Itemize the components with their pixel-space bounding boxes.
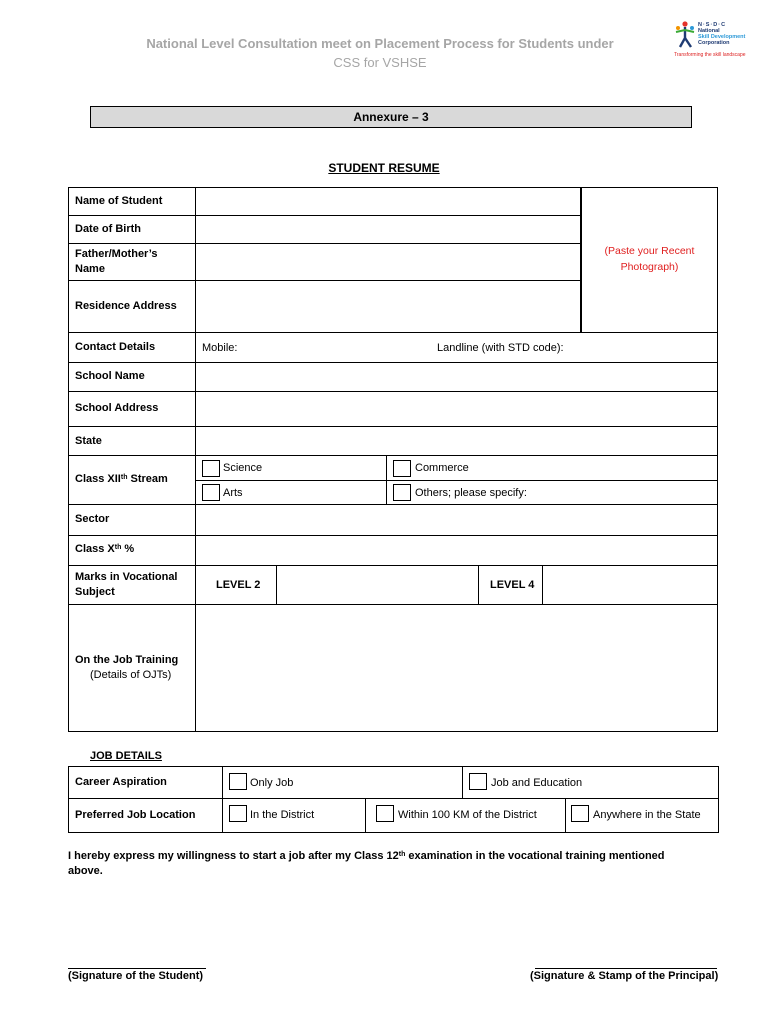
state-label: State bbox=[75, 435, 102, 447]
class-x-label: Class Xth % bbox=[75, 543, 135, 555]
sector-field[interactable] bbox=[196, 505, 717, 535]
science-option-label: Science bbox=[223, 462, 263, 474]
name-field[interactable] bbox=[196, 188, 580, 215]
state-field[interactable] bbox=[196, 427, 717, 455]
class-x-field[interactable] bbox=[196, 536, 717, 565]
in-district-checkbox[interactable] bbox=[229, 805, 247, 822]
name-label: Name of Student bbox=[75, 195, 163, 207]
level-2-label: LEVEL 2 bbox=[216, 579, 261, 591]
only-job-label: Only Job bbox=[250, 777, 294, 789]
others-option-label: Others; please specify: bbox=[415, 487, 527, 499]
address-label: Residence Address bbox=[75, 300, 177, 312]
ojt-field[interactable] bbox=[196, 605, 717, 731]
job-and-education-checkbox[interactable] bbox=[469, 773, 487, 790]
ojt-label: On the Job Training bbox=[75, 654, 179, 666]
dob-label: Date of Birth bbox=[75, 223, 141, 235]
anywhere-in-state-checkbox[interactable] bbox=[571, 805, 589, 822]
school-name-label: School Name bbox=[75, 370, 145, 382]
landline-label: Landline (with STD code): bbox=[437, 342, 564, 354]
header-line-2: CSS for VSHSE bbox=[333, 55, 427, 70]
parent-name-label: Father/Mother’s Name bbox=[75, 248, 158, 275]
commerce-checkbox[interactable] bbox=[393, 460, 411, 477]
only-job-checkbox[interactable] bbox=[229, 773, 247, 790]
logo-text: N·S·D·C National Skill Development Corporation bbox=[698, 22, 746, 46]
school-name-field[interactable] bbox=[196, 363, 717, 391]
principal-signature-label: (Signature & Stamp of the Principal) bbox=[530, 970, 719, 982]
form-title: STUDENT RESUME bbox=[328, 161, 440, 175]
nsdc-figure-icon bbox=[672, 20, 698, 50]
in-district-label: In the District bbox=[250, 809, 315, 821]
header-line-1: National Level Consultation meet on Placement Process for Students under bbox=[146, 36, 614, 51]
marks-label: Marks in Vocational Subject bbox=[75, 571, 178, 598]
arts-option-label: Arts bbox=[223, 487, 243, 499]
document-header bbox=[100, 34, 660, 72]
stream-label: Class XIIth Stream bbox=[75, 473, 168, 485]
school-address-label: School Address bbox=[75, 402, 159, 414]
level-4-label: LEVEL 4 bbox=[490, 579, 535, 591]
annexure-banner: Annexure – 3 bbox=[90, 106, 692, 128]
job-details-heading: JOB DETAILS bbox=[90, 750, 162, 762]
logo-tagline: Transforming the skill landscape bbox=[674, 52, 746, 58]
nsdc-logo bbox=[672, 20, 752, 60]
others-checkbox[interactable] bbox=[393, 484, 411, 501]
job-and-education-label: Job and Education bbox=[491, 777, 583, 789]
commerce-option-label: Commerce bbox=[415, 462, 469, 474]
photo-placeholder[interactable]: (Paste your Recent Photograph) bbox=[604, 245, 695, 273]
sector-label: Sector bbox=[75, 513, 110, 525]
preferred-location-label: Preferred Job Location bbox=[75, 809, 196, 821]
anywhere-in-state-label: Anywhere in the State bbox=[593, 809, 701, 821]
science-checkbox[interactable] bbox=[202, 460, 220, 477]
mobile-label: Mobile: bbox=[202, 342, 238, 354]
level-2-field[interactable] bbox=[277, 566, 478, 604]
contact-label: Contact Details bbox=[75, 341, 156, 353]
student-signature-label: (Signature of the Student) bbox=[68, 970, 204, 982]
career-aspiration-label: Career Aspiration bbox=[75, 776, 167, 788]
within-100km-checkbox[interactable] bbox=[376, 805, 394, 822]
parent-name-field[interactable] bbox=[196, 244, 580, 280]
arts-checkbox[interactable] bbox=[202, 484, 220, 501]
declaration-text: I hereby express my willingness to start a job after my Class 12th examination in the vocational training mentioned above. bbox=[68, 850, 665, 877]
level-4-field[interactable] bbox=[543, 566, 717, 604]
dob-field[interactable] bbox=[196, 216, 580, 243]
ojt-sublabel: (Details of OJTs) bbox=[90, 669, 172, 681]
school-address-field[interactable] bbox=[196, 392, 717, 426]
address-field[interactable] bbox=[196, 281, 580, 332]
within-100km-label: Within 100 KM of the District bbox=[398, 809, 537, 821]
